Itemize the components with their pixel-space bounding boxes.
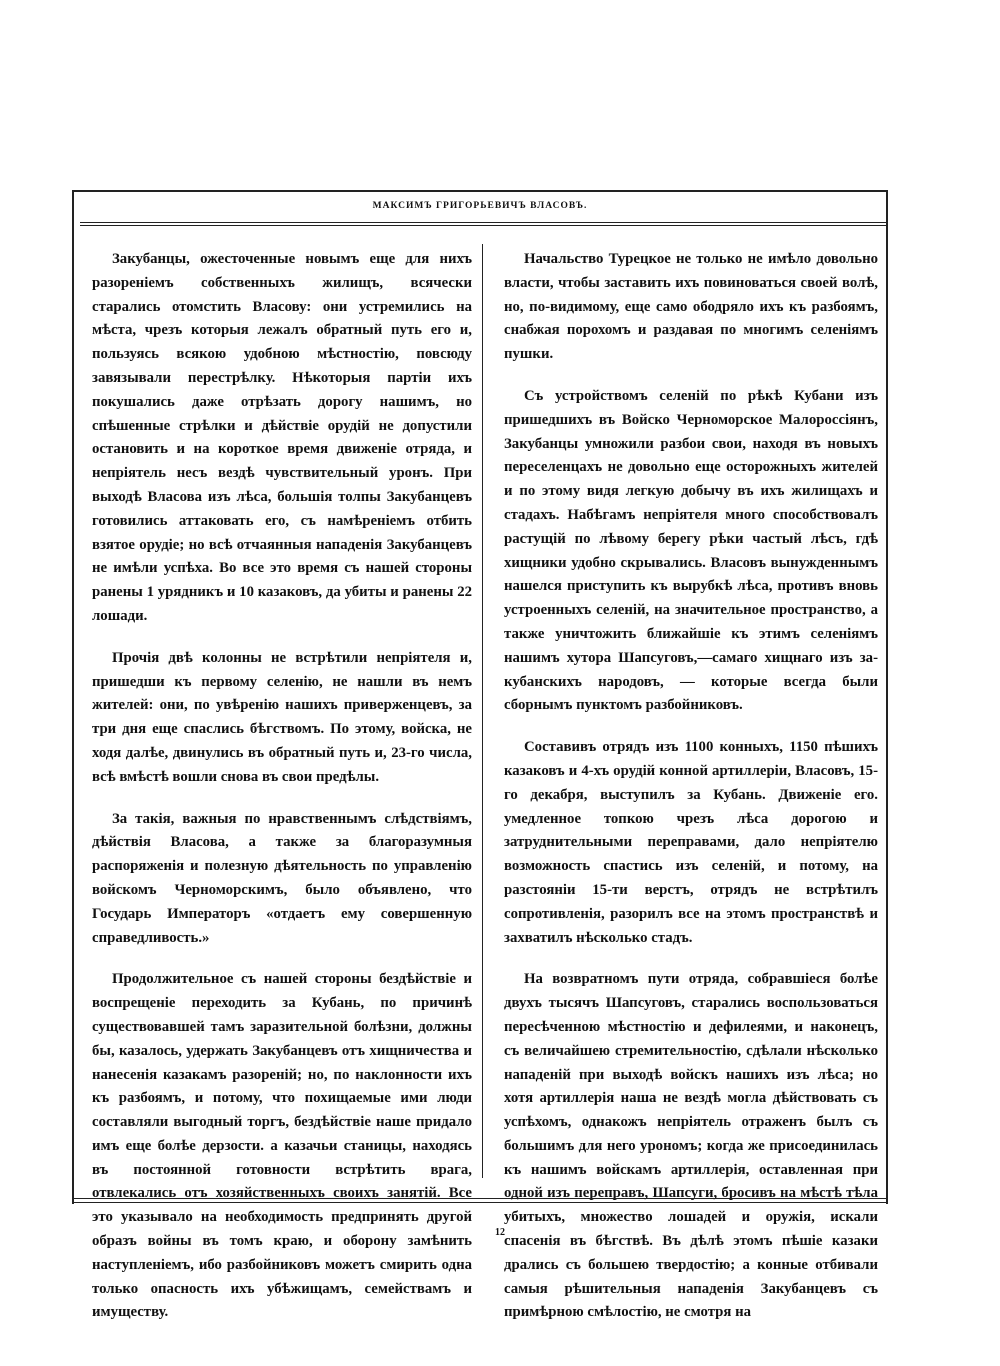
paragraph: На возвратномъ пути отряда, собравшіеся болѣе двухъ тысячъ Шапсуговъ, старались воспользоваться пересѣченною мѣстностію и дефилеями, и наконецъ, съ величайшею стремительностію, сдѣлали нѣсколько нападеній при выходѣ войскъ нашихъ изъ лѣса; но хотя артиллерія наша не вездѣ могла дѣйствовать съ успѣхомъ, однакожъ непріятель отраженъ былъ съ большимъ для него урономъ; когда же присоединилась къ нашимъ войскамъ артиллерія, оставленная при одной изъ переправъ, Шапсуги, бросивъ на мѣстѣ тѣла убитыхъ, множество лошадей и оружія, искали спасенія въ бѣгствѣ. Въ дѣлѣ этомъ пѣшіе казаки дрались съ большею твердостію; а конные отбивали самыя рѣшительныя нападенія Закубанцевъ съ примѣрною смѣлостію, не смотря на bbox=[504, 971, 878, 1321]
paragraph: Съ устройствомъ селеній по рѣкѣ Кубани изъ пришедшихъ въ Войско Черноморское Малороссіянъ, Закубанцы умножили разбои свои, находя въ новыхъ переселенцахъ не довольно еще осторожныхъ жителей и по этому видя легкую добычу въ ихъ жилищахъ и стадахъ. Набѣгамъ непріятеля много способствовалъ растущій по лѣвому берегу рѣки частый лѣсъ, гдѣ хищники удобно скрывались. Власовъ вынужденнымъ нашелся приступить къ вырубкѣ лѣса, противъ вновь устроенныхъ селеній, на значительное пространство, а также уничтожить ближайшіе къ этимъ селеніямъ нашимъ хутора Шапсуговъ,—самаго хищнаго изъ закубанскихъ народовъ, — которые всегда были сборнымъ пунктомъ разбойниковъ. bbox=[504, 387, 878, 714]
header-rule bbox=[80, 222, 888, 223]
footer-rule-lower bbox=[74, 1202, 888, 1203]
paragraph: Начальство Турецкое не только не имѣло довольно власти, чтобы заставить ихъ повиноваться своей волѣ, но, по-видимому, еще само ободряло ихъ къ разбоямъ, снабжая порохомъ и раздавая по многимъ селеніямъ пушки. bbox=[504, 251, 878, 363]
page-number: 12 bbox=[495, 1227, 505, 1238]
footer-rule bbox=[74, 1198, 888, 1199]
paragraph: За такія, важныя по нравственнымъ слѣдствіямъ, дѣйствія Власова, а также за благоразумныя распоряженія и полезную дѣятельность по управленію войскомъ Черноморскимъ, было объявлено, что Государь Императоръ «отдаетъ ему совершенную справедливость.» bbox=[92, 810, 472, 946]
right-column bbox=[504, 248, 878, 1343]
running-header: МАКСИМЪ ГРИГОРЬЕВИЧЪ ВЛАСОВЪ. bbox=[372, 201, 588, 211]
header-rule-lower bbox=[80, 225, 888, 226]
paragraph: Прочія двѣ колонны не встрѣтили непріятеля и, пришедши къ первому селенію, не нашли въ немъ жителей: они, по увѣренію нашихъ приверженцевъ, за три дня еще спаслись бѣгствомъ. По этому, войска, не ходя далѣе, двинулись въ обратный путь и, 23-го числа, всѣ вмѣстѣ вошли снова въ свои предѣлы. bbox=[92, 649, 472, 785]
column-divider bbox=[482, 244, 483, 1178]
paragraph: Закубанцы, ожесточенные новымъ еще для нихъ разореніемъ собственныхъ жилищъ, всячески старались отомстить Власову: они устремились на мѣста, чрезъ которыя лежалъ обратный путь его и, пользуясь всякою удобною мѣстностію, повсюду завязывали перестрѣлку. Нѣкоторыя партіи ихъ покушались даже отрѣзать дорогу нашимъ, но спѣшенные стрѣлки и дѣйствіе орудій не допустили остановить и на короткое время движеніе отряда, и непріятель несъ вездѣ чувствительный уронъ. При выходѣ Власова изъ лѣса, большія толпы Закубанцевъ готовились аттаковать его, съ намѣреніемъ отбить взятое орудіе; но всѣ отчаянныя нападенія Закубанцевъ не имѣли успѣха. Во все это время съ нашей стороны ранены 1 урядникъ и 10 казаковъ, да убиты и ранены 22 лошади. bbox=[92, 251, 472, 624]
left-column bbox=[92, 248, 472, 1343]
paragraph: Составивъ отрядъ изъ 1100 конныхъ, 1150 пѣшихъ казаковъ и 4-хъ орудій конной артиллеріи, Власовъ, 15-го декабря, выступилъ за Кубань. Движеніе его. умедленное топкою чрезъ лѣса дорогою и затруднительными переправами, дало непріятелю возможность спастись изъ селеній, и потому, на разстояніи 15-ти верстъ, отрядъ не встрѣтилъ сопротивленія, разорилъ все на этомъ пространствѣ и захватилъ нѣсколько стадъ. bbox=[504, 739, 878, 946]
paragraph: Продолжительное съ нашей стороны бездѣйствіе и воспрещеніе переходить за Кубань, по причинѣ существовавшей тамъ заразительной болѣзни, должны бы, казалось, удержать Закубанцевъ отъ хищничества и нанесенія казакамъ разореній; но, по наклонности ихъ къ разбоямъ, и потому, что похищаемые ими люди составляли выгодный торгъ, бездѣйствіе наше придало имъ еще болѣе дерзости. а казачьи станицы, находясь въ постоянной готовности встрѣтить врага, отвлекались отъ хозяйственныхъ своихъ занятій. Все это указывало на необходимость предпринять другой образъ войны въ томъ краю, и оборону замѣнить наступленіемъ, ибо разбойниковъ можетъ смирить одна только опасность ихъ убѣжищамъ, семействамъ и имуществу. bbox=[92, 971, 472, 1321]
